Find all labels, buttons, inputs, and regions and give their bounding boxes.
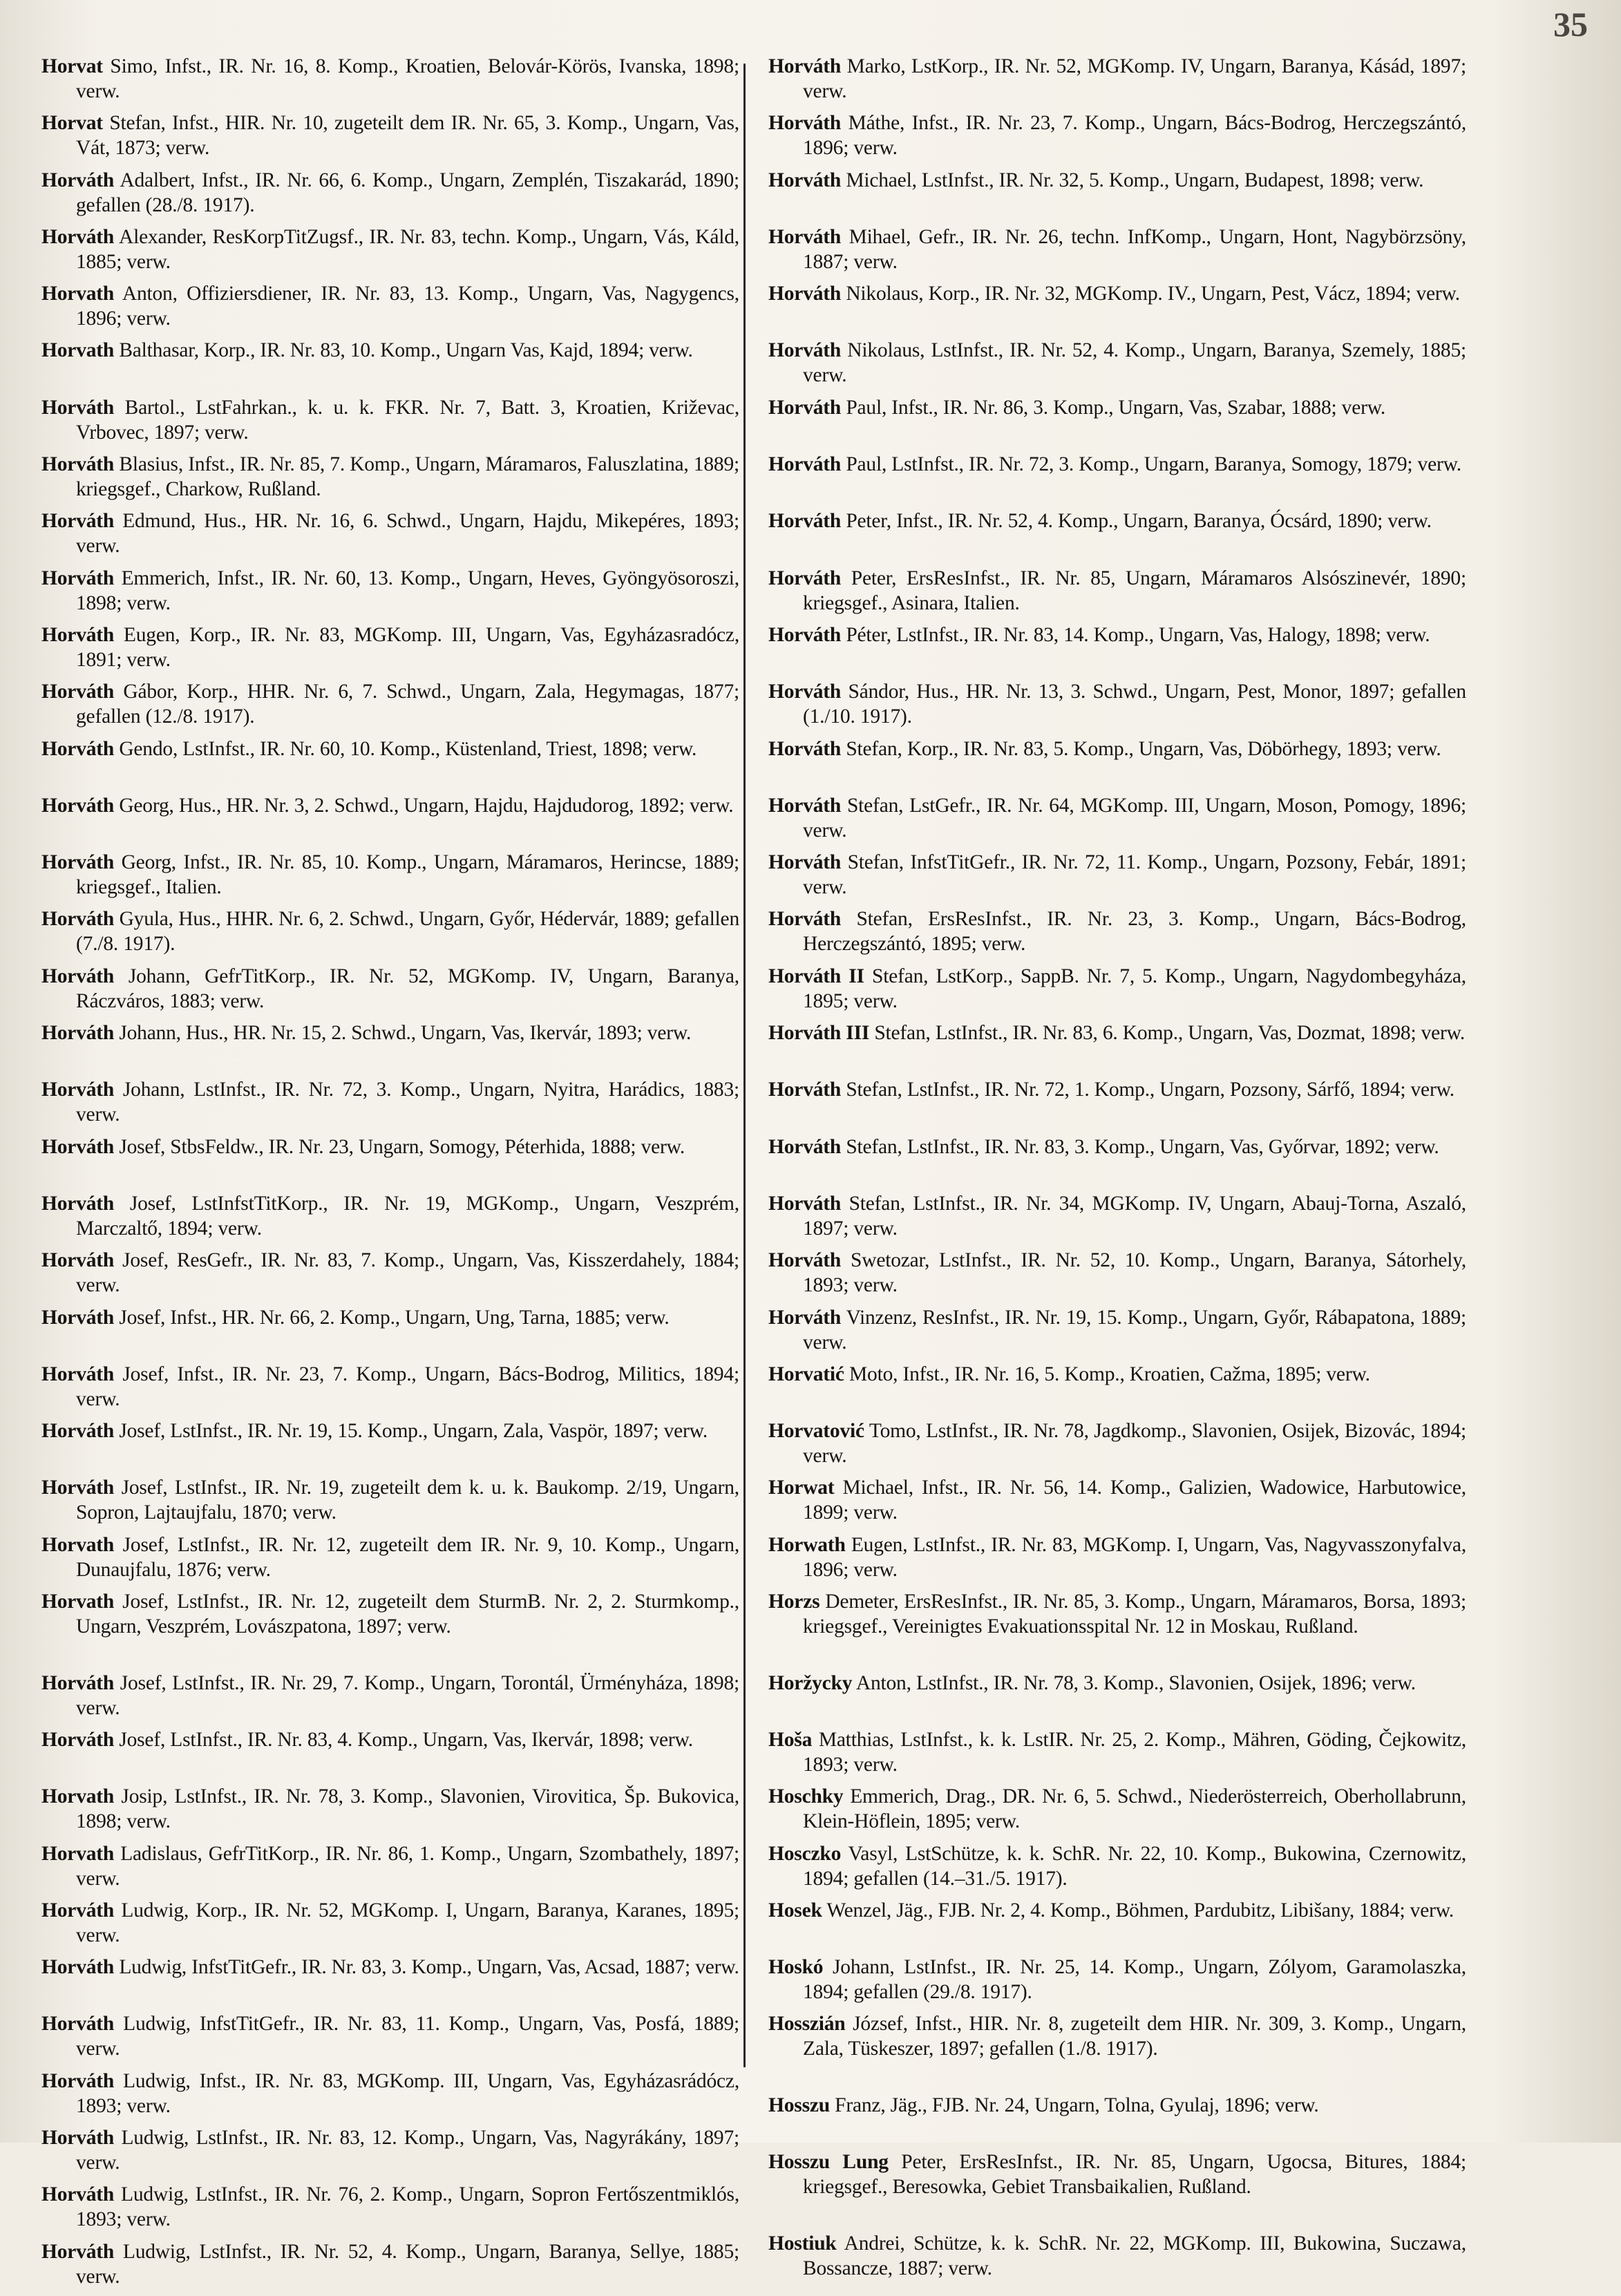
list-entry (768, 793, 1466, 850)
entry-details: Andrei, Schütze, k. k. SchR. Nr. 22, MGKomp. III, Bukowina, Suczawa, Bossancze, 1887; verw. (803, 2232, 1466, 2279)
entry-details: Máthe, Infst., IR. Nr. 23, 7. Komp., Ungarn, Bács-Bodrog, Herczegszántó, 1896; verw. (803, 112, 1466, 160)
list-entry (41, 1589, 739, 1671)
list-entry (41, 2239, 739, 2296)
list-entry (768, 1898, 1466, 1955)
entry-surname: Horváth (41, 1249, 115, 1272)
list-entry (768, 2150, 1466, 2231)
entry-surname: Horváth (768, 283, 842, 305)
entry-surname: Horvatić (768, 1363, 844, 1385)
entry-surname: Horváth (41, 1079, 115, 1101)
entry-surname: Horvat (41, 112, 103, 135)
entry-surname: Horváth (41, 1135, 115, 1158)
list-entry (41, 168, 739, 225)
entry-details: Paul, LstInfst., IR. Nr. 72, 3. Komp., Ungarn, Baranya, Somogy, 1879; verw. (846, 453, 1461, 476)
entry-surname: Horváth (768, 567, 842, 589)
entry-details: Sándor, Hus., HR. Nr. 13, 3. Schwd., Ungarn, Pest, Monor, 1897; gefallen (1./10. 1917). (803, 681, 1466, 728)
entry-details: Emmerich, Drag., DR. Nr. 6, 5. Schwd., Niederösterreich, Oberhollabrunn, Klein-Höflein, 1895; verw. (803, 1785, 1466, 1833)
list-entry (768, 2231, 1466, 2288)
entry-surname: Horváth (41, 1022, 115, 1045)
entry-details: Mihael, Gefr., IR. Nr. 26, techn. InfKomp., Ungarn, Hont, Nagybörzsöny, 1887; verw. (803, 225, 1466, 273)
list-entry (41, 338, 739, 395)
list-entry (41, 509, 739, 565)
entry-surname: Horváth (41, 2183, 115, 2206)
entry-details: Johann, LstInfst., IR. Nr. 25, 14. Komp., Ungarn, Zólyom, Garamolaszka, 1894; gefallen (29./8. 1917). (803, 1956, 1466, 2004)
entry-details: Wenzel, Jäg., FJB. Nr. 2, 4. Komp., Böhmen, Pardubitz, Libišany, 1884; verw. (826, 1899, 1454, 1922)
entry-details: Tomo, LstInfst., IR. Nr. 78, Jagdkomp., Slavonien, Osijek, Bizovác, 1894; verw. (803, 1420, 1466, 1468)
entry-surname: Horvath (41, 339, 115, 362)
entry-surname: Horváth (768, 851, 842, 874)
entry-surname: Hoša (768, 1728, 813, 1751)
entry-surname: Horváth (41, 2069, 115, 2092)
page-number: 35 (1553, 5, 1588, 44)
list-entry (768, 1533, 1466, 1589)
list-entry (768, 1841, 1466, 1898)
list-entry (768, 1727, 1466, 1784)
list-entry (41, 54, 739, 111)
entry-surname: Horváth (41, 453, 115, 476)
list-entry (41, 1533, 739, 1589)
list-entry (41, 1248, 739, 1304)
entry-details: Anton, LstInfst., IR. Nr. 78, 3. Komp., Slavonien, Osijek, 1896; verw. (855, 1671, 1416, 1694)
entry-details: Josef, LstInfst., IR. Nr. 12, zugeteilt dem IR. Nr. 9, 10. Komp., Ungarn, Dunaujfalu, 1876; verw. (76, 1533, 739, 1581)
entry-details: Péter, LstInfst., IR. Nr. 83, 14. Komp., Ungarn, Vas, Halogy, 1898; verw. (846, 623, 1430, 646)
list-entry (41, 907, 739, 963)
entry-surname: Horváth (41, 794, 115, 817)
list-entry (768, 281, 1466, 338)
entry-surname: Hoskó (768, 1956, 824, 1979)
entry-details: Stefan, LstInfst., IR. Nr. 72, 1. Komp., Ungarn, Pozsony, Sárfő, 1894; verw. (846, 1079, 1454, 1101)
entry-surname: Horváth (768, 225, 842, 248)
entry-details: Ludwig, LstInfst., IR. Nr. 52, 4. Komp., Ungarn, Baranya, Sellye, 1885; verw. (76, 2240, 739, 2288)
list-entry (768, 338, 1466, 395)
entry-surname: Horváth (768, 339, 842, 362)
entry-surname: Horváth (768, 1306, 842, 1329)
list-entry (41, 623, 739, 679)
entry-details: Michael, Infst., IR. Nr. 56, 14. Komp., Galizien, Wadowice, Harbutowice, 1899; verw. (803, 1477, 1466, 1524)
entry-details: Josef, LstInfst., IR. Nr. 19, zugeteilt dem k. u. k. Baukomp. 2/19, Ungarn, Sopron, Lajtaujfalu, 1870; verw. (76, 1477, 739, 1524)
entry-details: Ladislaus, GefrTitKorp., IR. Nr. 86, 1. Komp., Ungarn, Szombathely, 1897; verw. (76, 1842, 739, 1890)
entry-details: Demeter, ErsResInfst., IR. Nr. 85, 3. Komp., Ungarn, Máramaros, Borsa, 1893; kriegsgef., Vereinigtes Evakuationsspital Nr. 12 in Moskau, Rußland. (803, 1591, 1466, 1638)
entry-details: Josef, LstInfst., IR. Nr. 19, 15. Komp., Ungarn, Zala, Vaspör, 1897; verw. (119, 1420, 708, 1443)
entry-surname: Horváth (768, 453, 842, 476)
list-entry (768, 2011, 1466, 2093)
entry-surname: Horváth III (768, 1022, 870, 1045)
list-entry (41, 452, 739, 509)
entry-details: Josef, LstInfstTitKorp., IR. Nr. 19, MGKomp., Ungarn, Veszprém, Marczaltő, 1894; verw. (76, 1192, 739, 1240)
list-entry (768, 1248, 1466, 1304)
entry-details: Ludwig, LstInfst., IR. Nr. 83, 12. Komp., Ungarn, Vas, Nagyrákány, 1897; verw. (76, 2126, 739, 2174)
entry-surname: Horzs (768, 1591, 820, 1613)
list-entry (768, 1955, 1466, 2011)
entry-details: Adalbert, Infst., IR. Nr. 66, 6. Komp., Ungarn, Zemplén, Tiszakarád, 1890; gefallen (28./8. 1917). (76, 169, 739, 216)
entry-surname: Horváth (41, 2126, 115, 2149)
entry-surname: Hosek (768, 1899, 822, 1922)
list-entry (768, 509, 1466, 565)
list-entry (41, 1135, 739, 1191)
list-entry (41, 1475, 739, 1532)
entry-surname: Horváth (41, 567, 115, 589)
entry-details: Josef, LstInfst., IR. Nr. 12, zugeteilt dem SturmB. Nr. 2, 2. Sturmkomp., Ungarn, Veszprém, Lovászpatona, 1897; verw. (76, 1591, 739, 1638)
list-entry (768, 623, 1466, 679)
entry-details: Marko, LstKorp., IR. Nr. 52, MGKomp. IV, Ungarn, Baranya, Kásád, 1897; verw. (803, 55, 1466, 102)
entry-surname: Horváth (768, 681, 842, 703)
list-entry (41, 1784, 739, 1841)
entry-details: Johann, LstInfst., IR. Nr. 72, 3. Komp., Ungarn, Nyitra, Harádics, 1883; verw. (76, 1079, 739, 1126)
list-entry (768, 1077, 1466, 1134)
entry-surname: Horváth (41, 623, 115, 646)
entry-details: Swetozar, LstInfst., IR. Nr. 52, 10. Komp., Ungarn, Baranya, Sátorhely, 1893; verw. (803, 1249, 1466, 1297)
entry-surname: Horváth (768, 1079, 842, 1101)
entry-surname: Horvath (41, 1591, 115, 1613)
list-entry (768, 850, 1466, 907)
list-entry (768, 1671, 1466, 1727)
entry-details: Johann, Hus., HR. Nr. 15, 2. Schwd., Ungarn, Vas, Ikervár, 1893; verw. (119, 1022, 692, 1045)
entry-surname: Horváth (41, 1477, 115, 1499)
entry-details: Moto, Infst., IR. Nr. 16, 5. Komp., Kroatien, Cažma, 1895; verw. (849, 1363, 1370, 1385)
entry-details: Gábor, Korp., HHR. Nr. 6, 7. Schwd., Ungarn, Zala, Hegymagas, 1877; gefallen (12./8. 1917). (76, 681, 739, 728)
entry-surname: Horvath (41, 283, 115, 305)
entry-surname: Horžycky (768, 1671, 853, 1694)
list-entry (41, 395, 739, 452)
list-entry (41, 1671, 739, 1727)
entry-details: Vasyl, LstSchütze, k. k. SchR. Nr. 22, 10. Komp., Bukowina, Czernowitz, 1894; gefallen (14.–31./5. 1917). (803, 1842, 1466, 1890)
list-entry (41, 1955, 739, 2011)
list-entry (768, 395, 1466, 452)
list-entry (41, 1362, 739, 1419)
entry-details: Georg, Infst., IR. Nr. 85, 10. Komp., Ungarn, Máramaros, Herincse, 1889; kriegsgef., Italien. (76, 851, 739, 899)
entry-details: Johann, GefrTitKorp., IR. Nr. 52, MGKomp. IV, Ungarn, Baranya, Ráczváros, 1883; verw. (76, 965, 739, 1012)
list-entry (41, 679, 739, 736)
entry-details: Gendo, LstInfst., IR. Nr. 60, 10. Komp., Küstenland, Triest, 1898; verw. (119, 737, 697, 760)
entry-details: Stefan, LstInfst., IR. Nr. 83, 6. Komp., Ungarn, Vas, Dozmat, 1898; verw. (874, 1022, 1466, 1045)
list-entry (41, 2125, 739, 2182)
entry-details: Paul, Infst., IR. Nr. 86, 3. Komp., Ungarn, Vas, Szabar, 1888; verw. (846, 396, 1386, 419)
list-entry (41, 1077, 739, 1134)
entry-details: Peter, ErsResInfst., IR. Nr. 85, Ungarn, Ugocsa, Bitures, 1884; kriegsgef., Beresowka, Gebiet Transbaikalien, Rußland. (803, 2151, 1466, 2199)
entry-details: Josef, Infst., HR. Nr. 66, 2. Komp., Ungarn, Ung, Tarna, 1885; verw. (119, 1306, 670, 1329)
list-entry (41, 1021, 739, 1077)
list-entry (768, 111, 1466, 167)
entry-surname: Horváth (41, 681, 115, 703)
entry-surname: Horwat (768, 1477, 835, 1499)
entry-details: Ludwig, Infst., IR. Nr. 83, MGKomp. III, Ungarn, Vas, Egyházasrádócz, 1893; verw. (76, 2069, 739, 2117)
list-entry (768, 1362, 1466, 1419)
entry-surname: Hostiuk (768, 2232, 837, 2255)
entry-surname: Horváth (41, 225, 115, 248)
list-entry (768, 2093, 1466, 2150)
right-column (768, 54, 1466, 2288)
entry-details: Anton, Offiziersdiener, IR. Nr. 83, 13. Komp., Ungarn, Vas, Nagygencs, 1896; verw. (76, 283, 739, 330)
list-entry (41, 1305, 739, 1362)
entry-details: Ludwig, Korp., IR. Nr. 52, MGKomp. I, Ungarn, Baranya, Karanes, 1895; verw. (76, 1899, 739, 1946)
entry-surname: Horváth (768, 794, 842, 817)
entry-surname: Horváth (41, 737, 115, 760)
entry-details: Peter, ErsResInfst., IR. Nr. 85, Ungarn, Máramaros Alsószinevér, 1890; kriegsgef., Asinara, Italien. (803, 567, 1466, 614)
entry-surname: Horwath (768, 1533, 846, 1556)
entry-surname: Horváth (41, 1192, 115, 1215)
entry-details: Stefan, InfstTitGefr., IR. Nr. 72, 11. Komp., Ungarn, Pozsony, Febár, 1891; verw. (803, 851, 1466, 899)
entry-surname: Hosszu (768, 2094, 830, 2116)
entry-surname: Horváth (768, 623, 842, 646)
entry-details: Ludwig, LstInfst., IR. Nr. 76, 2. Komp., Ungarn, Sopron Fertőszentmiklós, 1893; verw. (76, 2183, 739, 2231)
list-entry (41, 281, 739, 338)
entry-surname: Horváth (41, 510, 115, 533)
entry-details: Eugen, LstInfst., IR. Nr. 83, MGKomp. I, Ungarn, Vas, Nagyvasszonyfalva, 1896; verw. (803, 1533, 1466, 1581)
entry-surname: Horváth (41, 1956, 115, 1979)
entry-details: Stefan, LstKorp., SappB. Nr. 7, 5. Komp., Ungarn, Nagydombegyháza, 1895; verw. (803, 965, 1466, 1012)
entry-surname: Horváth (41, 396, 115, 419)
entry-details: Stefan, LstGefr., IR. Nr. 64, MGKomp. III, Ungarn, Moson, Pomogy, 1896; verw. (803, 794, 1466, 842)
list-entry (768, 168, 1466, 225)
entry-details: Blasius, Infst., IR. Nr. 85, 7. Komp., Ungarn, Máramaros, Faluszlatina, 1889; kriegsgef., Charkow, Rußland. (76, 453, 739, 501)
entry-surname: Horváth (41, 169, 115, 191)
entry-surname: Horvath (41, 1533, 115, 1556)
entry-surname: Hosszu Lung (768, 2151, 889, 2174)
entry-surname: Horvat (41, 55, 103, 77)
list-entry (41, 850, 739, 907)
list-entry (768, 1191, 1466, 1248)
list-entry (41, 793, 739, 850)
entry-surname: Horváth II (768, 965, 864, 987)
entry-details: Vinzenz, ResInfst., IR. Nr. 19, 15. Komp., Ungarn, Győr, Rábapatona, 1889; verw. (803, 1306, 1466, 1354)
list-entry (768, 1135, 1466, 1191)
entry-surname: Hoschky (768, 1785, 844, 1808)
list-entry (41, 1419, 739, 1475)
list-entry (41, 111, 739, 167)
list-entry (41, 964, 739, 1021)
entry-details: Eugen, Korp., IR. Nr. 83, MGKomp. III, Ungarn, Vas, Egyházasradócz, 1891; verw. (76, 623, 739, 671)
list-entry (41, 737, 739, 793)
entry-details: Emmerich, Infst., IR. Nr. 60, 13. Komp., Ungarn, Heves, Gyöngyösoroszi, 1898; verw. (76, 567, 739, 614)
list-entry (41, 2182, 739, 2239)
entry-details: Josip, LstInfst., IR. Nr. 78, 3. Komp., Slavonien, Virovitica, Šp. Bukovica, 1898; verw. (76, 1785, 739, 1833)
entry-details: Josef, Infst., IR. Nr. 23, 7. Komp., Ungarn, Bács-Bodrog, Militics, 1894; verw. (76, 1363, 739, 1410)
entry-surname: Hosczko (768, 1842, 842, 1865)
list-entry (768, 1784, 1466, 1841)
entry-details: Josef, StbsFeldw., IR. Nr. 23, Ungarn, Somogy, Péterhida, 1888; verw. (119, 1135, 685, 1158)
entry-details: Stefan, LstInfst., IR. Nr. 34, MGKomp. IV, Ungarn, Abauj-Torna, Aszaló, 1897; verw. (803, 1192, 1466, 1240)
entry-details: Nikolaus, LstInfst., IR. Nr. 52, 4. Komp., Ungarn, Baranya, Szemely, 1885; verw. (803, 339, 1466, 387)
list-entry (41, 225, 739, 281)
list-entry (768, 1419, 1466, 1475)
entry-details: Matthias, LstInfst., k. k. LstIR. Nr. 25, 2. Komp., Mähren, Göding, Čejkowitz, 1893; verw. (803, 1728, 1466, 1776)
entry-details: Gyula, Hus., HHR. Nr. 6, 2. Schwd., Ungarn, Győr, Hédervár, 1889; gefallen (7./8. 1917). (76, 908, 739, 956)
entry-details: Simo, Infst., IR. Nr. 16, 8. Komp., Kroatien, Belovár-Körös, Ivanska, 1898; verw. (76, 55, 739, 102)
entry-surname: Horváth (41, 2240, 115, 2263)
list-entry (41, 2011, 739, 2068)
entry-details: Ludwig, InfstTitGefr., IR. Nr. 83, 3. Komp., Ungarn, Vas, Acsad, 1887; verw. (119, 1956, 739, 1979)
list-entry (768, 964, 1466, 1021)
entry-details: Peter, Infst., IR. Nr. 52, 4. Komp., Ungarn, Baranya, Ócsárd, 1890; verw. (846, 510, 1432, 533)
entry-surname: Horváth (768, 1135, 842, 1158)
entry-surname: Horváth (41, 1671, 115, 1694)
list-entry (768, 1305, 1466, 1362)
entry-surname: Horváth (768, 737, 842, 760)
entry-surname: Horvath (41, 1785, 115, 1808)
list-entry (41, 2069, 739, 2125)
entry-details: Edmund, Hus., HR. Nr. 16, 6. Schwd., Ungarn, Hajdu, Mikepéres, 1893; verw. (76, 510, 739, 558)
list-entry (768, 1021, 1466, 1077)
entry-surname: Horváth (768, 1192, 842, 1215)
left-column (41, 54, 739, 2296)
entry-surname: Horváth (768, 55, 842, 77)
column-divider (743, 64, 746, 2067)
entry-surname: Horváth (41, 851, 115, 874)
entry-details: Balthasar, Korp., IR. Nr. 83, 10. Komp., Ungarn Vas, Kajd, 1894; verw. (119, 339, 693, 362)
entry-surname: Horváth (768, 112, 842, 135)
list-entry (41, 566, 739, 623)
entry-surname: Horváth (768, 510, 842, 533)
entry-details: Josef, ResGefr., IR. Nr. 83, 7. Komp., Ungarn, Vas, Kisszerdahely, 1884; verw. (76, 1249, 739, 1297)
list-entry (41, 1727, 739, 1784)
list-entry (768, 225, 1466, 281)
entry-surname: Horváth (41, 965, 115, 987)
entry-details: Stefan, ErsResInfst., IR. Nr. 23, 3. Komp., Ungarn, Bács-Bodrog, Herczegszántó, 1895; verw. (803, 908, 1466, 956)
list-entry (768, 737, 1466, 793)
entry-surname: Horváth (768, 169, 842, 191)
entry-details: Josef, LstInfst., IR. Nr. 29, 7. Komp., Ungarn, Torontál, Ürményháza, 1898; verw. (76, 1671, 739, 1719)
entry-details: Michael, LstInfst., IR. Nr. 32, 5. Komp., Ungarn, Budapest, 1898; verw. (846, 169, 1424, 191)
list-entry (768, 907, 1466, 963)
entry-surname: Horváth (41, 1363, 115, 1385)
list-entry (768, 566, 1466, 623)
list-entry (41, 1898, 739, 1955)
entry-details: Georg, Hus., HR. Nr. 3, 2. Schwd., Ungarn, Hajdu, Hajdudorog, 1892; verw. (119, 794, 734, 817)
list-entry (41, 1191, 739, 1248)
entry-surname: Horvath (41, 1842, 115, 1865)
entry-surname: Horvatović (768, 1420, 864, 1443)
entry-surname: Horváth (41, 908, 115, 931)
list-entry (768, 679, 1466, 736)
entry-details: Stefan, Korp., IR. Nr. 83, 5. Komp., Ungarn, Vas, Döbörhegy, 1893; verw. (846, 737, 1441, 760)
list-entry (768, 54, 1466, 111)
entry-surname: Horváth (768, 1249, 842, 1272)
list-entry (768, 1589, 1466, 1671)
entry-surname: Horváth (41, 1306, 115, 1329)
list-entry (768, 452, 1466, 509)
entry-details: Ludwig, InfstTitGefr., IR. Nr. 83, 11. Komp., Ungarn, Vas, Posfá, 1889; verw. (76, 2013, 739, 2060)
entry-details: Bartol., LstFahrkan., k. u. k. FKR. Nr. 7, Batt. 3, Kroatien, Križevac, Vrbovec, 1897; verw. (76, 396, 739, 444)
list-entry (41, 1841, 739, 1898)
entry-details: József, Infst., HIR. Nr. 8, zugeteilt dem HIR. Nr. 309, 3. Komp., Ungarn, Zala, Tüskeszer, 1897; gefallen (1./8. 1917). (803, 2013, 1466, 2060)
entry-surname: Horváth (41, 1420, 115, 1443)
entry-surname: Horváth (768, 908, 842, 931)
entry-details: Josef, LstInfst., IR. Nr. 83, 4. Komp., Ungarn, Vas, Ikervár, 1898; verw. (119, 1728, 693, 1751)
list-entry (768, 1475, 1466, 1532)
entry-surname: Horváth (41, 2013, 115, 2036)
entry-surname: Horváth (41, 1728, 115, 1751)
entry-details: Nikolaus, Korp., IR. Nr. 32, MGKomp. IV., Ungarn, Pest, Vácz, 1894; verw. (846, 283, 1460, 305)
entry-details: Alexander, ResKorpTitZugsf., IR. Nr. 83, techn. Komp., Ungarn, Vás, Káld, 1885; verw. (76, 225, 739, 273)
entry-details: Stefan, LstInfst., IR. Nr. 83, 3. Komp., Ungarn, Vas, Győrvar, 1892; verw. (846, 1135, 1439, 1158)
entry-details: Stefan, Infst., HIR. Nr. 10, zugeteilt dem IR. Nr. 65, 3. Komp., Ungarn, Vas, Vát, 1873; verw. (76, 112, 739, 160)
entry-details: Franz, Jäg., FJB. Nr. 24, Ungarn, Tolna, Gyulaj, 1896; verw. (835, 2094, 1319, 2116)
entry-surname: Horváth (768, 396, 842, 419)
entry-surname: Horváth (41, 1899, 115, 1922)
entry-surname: Hosszián (768, 2013, 846, 2036)
